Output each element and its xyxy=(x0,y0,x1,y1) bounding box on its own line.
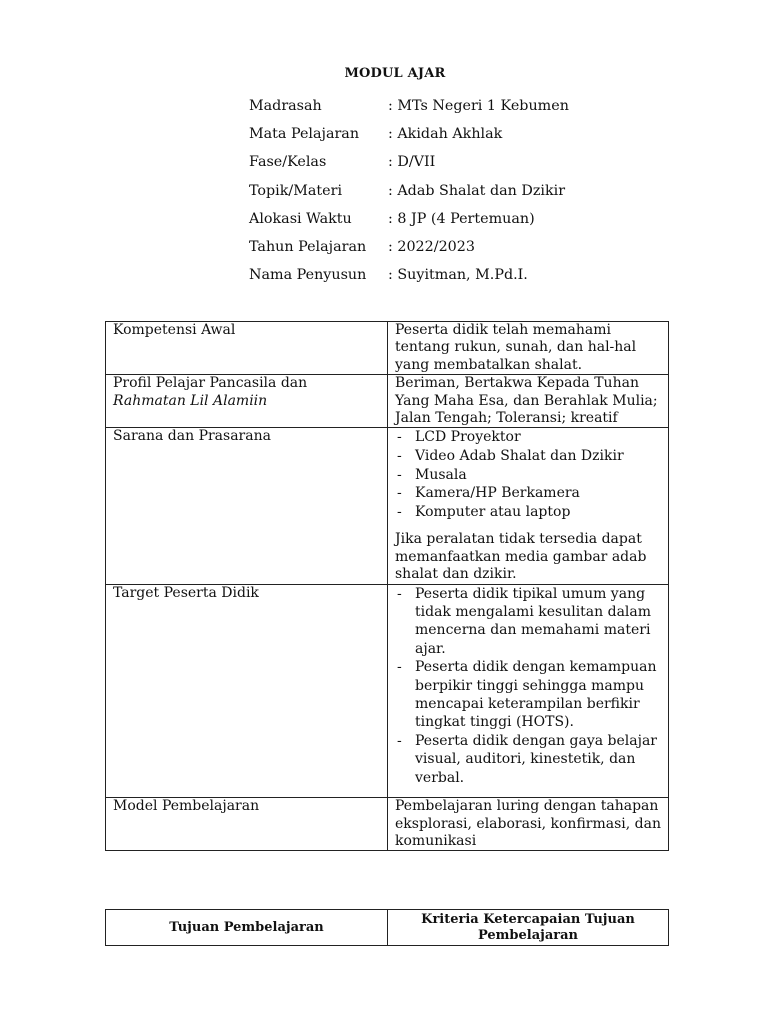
list-item: - Musala xyxy=(395,466,664,485)
identity-value: : Adab Shalat dan Dzikir xyxy=(388,182,566,199)
kompetensi-label: Kompetensi Awal xyxy=(106,322,388,375)
identity-row-tahun-pelajaran xyxy=(249,233,569,261)
table-row-model-pembelajaran xyxy=(106,798,669,851)
list-item: - Peserta didik dengan gaya belajar visual, auditori, kinestetik, dan verbal. xyxy=(395,732,664,787)
identity-block xyxy=(249,92,569,289)
sarana-note: Jika peralatan tidak tersedia dapat memanfaatkan media gambar adab shalat dan dzikir. xyxy=(395,531,647,583)
identity-row-topik-materi xyxy=(249,177,569,205)
profil-label-line1: Profil Pelajar Pancasila dan xyxy=(113,375,308,392)
table-row-target-peserta xyxy=(106,584,669,797)
identity-value: : Akidah Akhlak xyxy=(388,126,503,143)
kompetensi-value: Peserta didik telah memahami tentang rukun, sunah, dan hal-hal yang membatalkan shalat. xyxy=(388,322,669,375)
module-info-table xyxy=(105,321,669,851)
model-label: Model Pembelajaran xyxy=(106,798,388,851)
identity-row-mata-pelajaran xyxy=(249,120,569,148)
identity-label: Nama Penyusun xyxy=(249,267,367,284)
identity-value: : MTs Negeri 1 Kebumen xyxy=(388,98,569,114)
kriteria-header: Kriteria Ketercapaian Tujuan Pembelajaran xyxy=(388,910,669,946)
table-row-profil-pelajar xyxy=(106,375,669,428)
list-item: - Peserta didik dengan kemampuan berpikir tinggi sehingga mampu mencapai keterampilan berfikir tingkat tinggi (HOTS). xyxy=(395,658,664,732)
profil-label-line2: Rahmatan Lil Alamiin xyxy=(113,392,268,409)
sarana-label: Sarana dan Prasarana xyxy=(106,428,388,584)
list-item: - Video Adab Shalat dan Dzikir xyxy=(395,447,664,466)
tujuan-header: Tujuan Pembelajaran xyxy=(106,910,388,946)
list-item: - Komputer atau laptop xyxy=(395,503,664,522)
list-item: - Kamera/HP Berkamera xyxy=(395,484,664,503)
identity-label: Tahun Pelajaran xyxy=(249,238,367,255)
target-label: Target Peserta Didik xyxy=(106,584,388,797)
identity-row-alokasi-waktu xyxy=(249,205,569,233)
identity-value: : D/VII xyxy=(388,154,436,171)
identity-value: : Suyitman, M.Pd.I. xyxy=(388,267,528,284)
target-list xyxy=(395,585,664,787)
identity-value: : 8 JP (4 Pertemuan) xyxy=(388,210,535,227)
identity-row-madrasah xyxy=(249,92,569,120)
list-item: - Peserta didik tipikal umum yang tidak mengalami kesulitan dalam mencerna dan memahami materi ajar. xyxy=(395,585,664,659)
objectives-header-row xyxy=(106,910,669,946)
list-item: - LCD Proyektor xyxy=(395,428,664,447)
table-row-kompetensi-awal xyxy=(106,322,669,375)
objectives-table xyxy=(105,909,669,946)
identity-label: Fase/Kelas xyxy=(249,154,327,171)
sarana-list xyxy=(395,428,664,521)
identity-row-nama-penyusun xyxy=(249,261,569,289)
profil-label-cell xyxy=(106,375,388,428)
profil-value: Beriman, Bertakwa Kepada Tuhan Yang Maha Esa, dan Berahlak Mulia; Jalan Tengah; Toleransi; kreatif xyxy=(388,375,669,428)
identity-label: Madrasah xyxy=(249,98,322,114)
identity-value: : 2022/2023 xyxy=(388,238,475,255)
table-row-sarana-prasarana xyxy=(106,428,669,584)
sarana-value-cell xyxy=(388,428,669,584)
identity-label: Mata Pelajaran xyxy=(249,126,360,143)
identity-label: Alokasi Waktu xyxy=(249,210,352,227)
identity-row-fase-kelas xyxy=(249,148,569,176)
identity-label: Topik/Materi xyxy=(249,182,343,199)
document-title: MODUL AJAR xyxy=(344,66,446,81)
target-value-cell xyxy=(388,584,669,797)
model-value: Pembelajaran luring dengan tahapan eksplorasi, elaborasi, konfirmasi, dan komunikasi xyxy=(388,798,669,851)
